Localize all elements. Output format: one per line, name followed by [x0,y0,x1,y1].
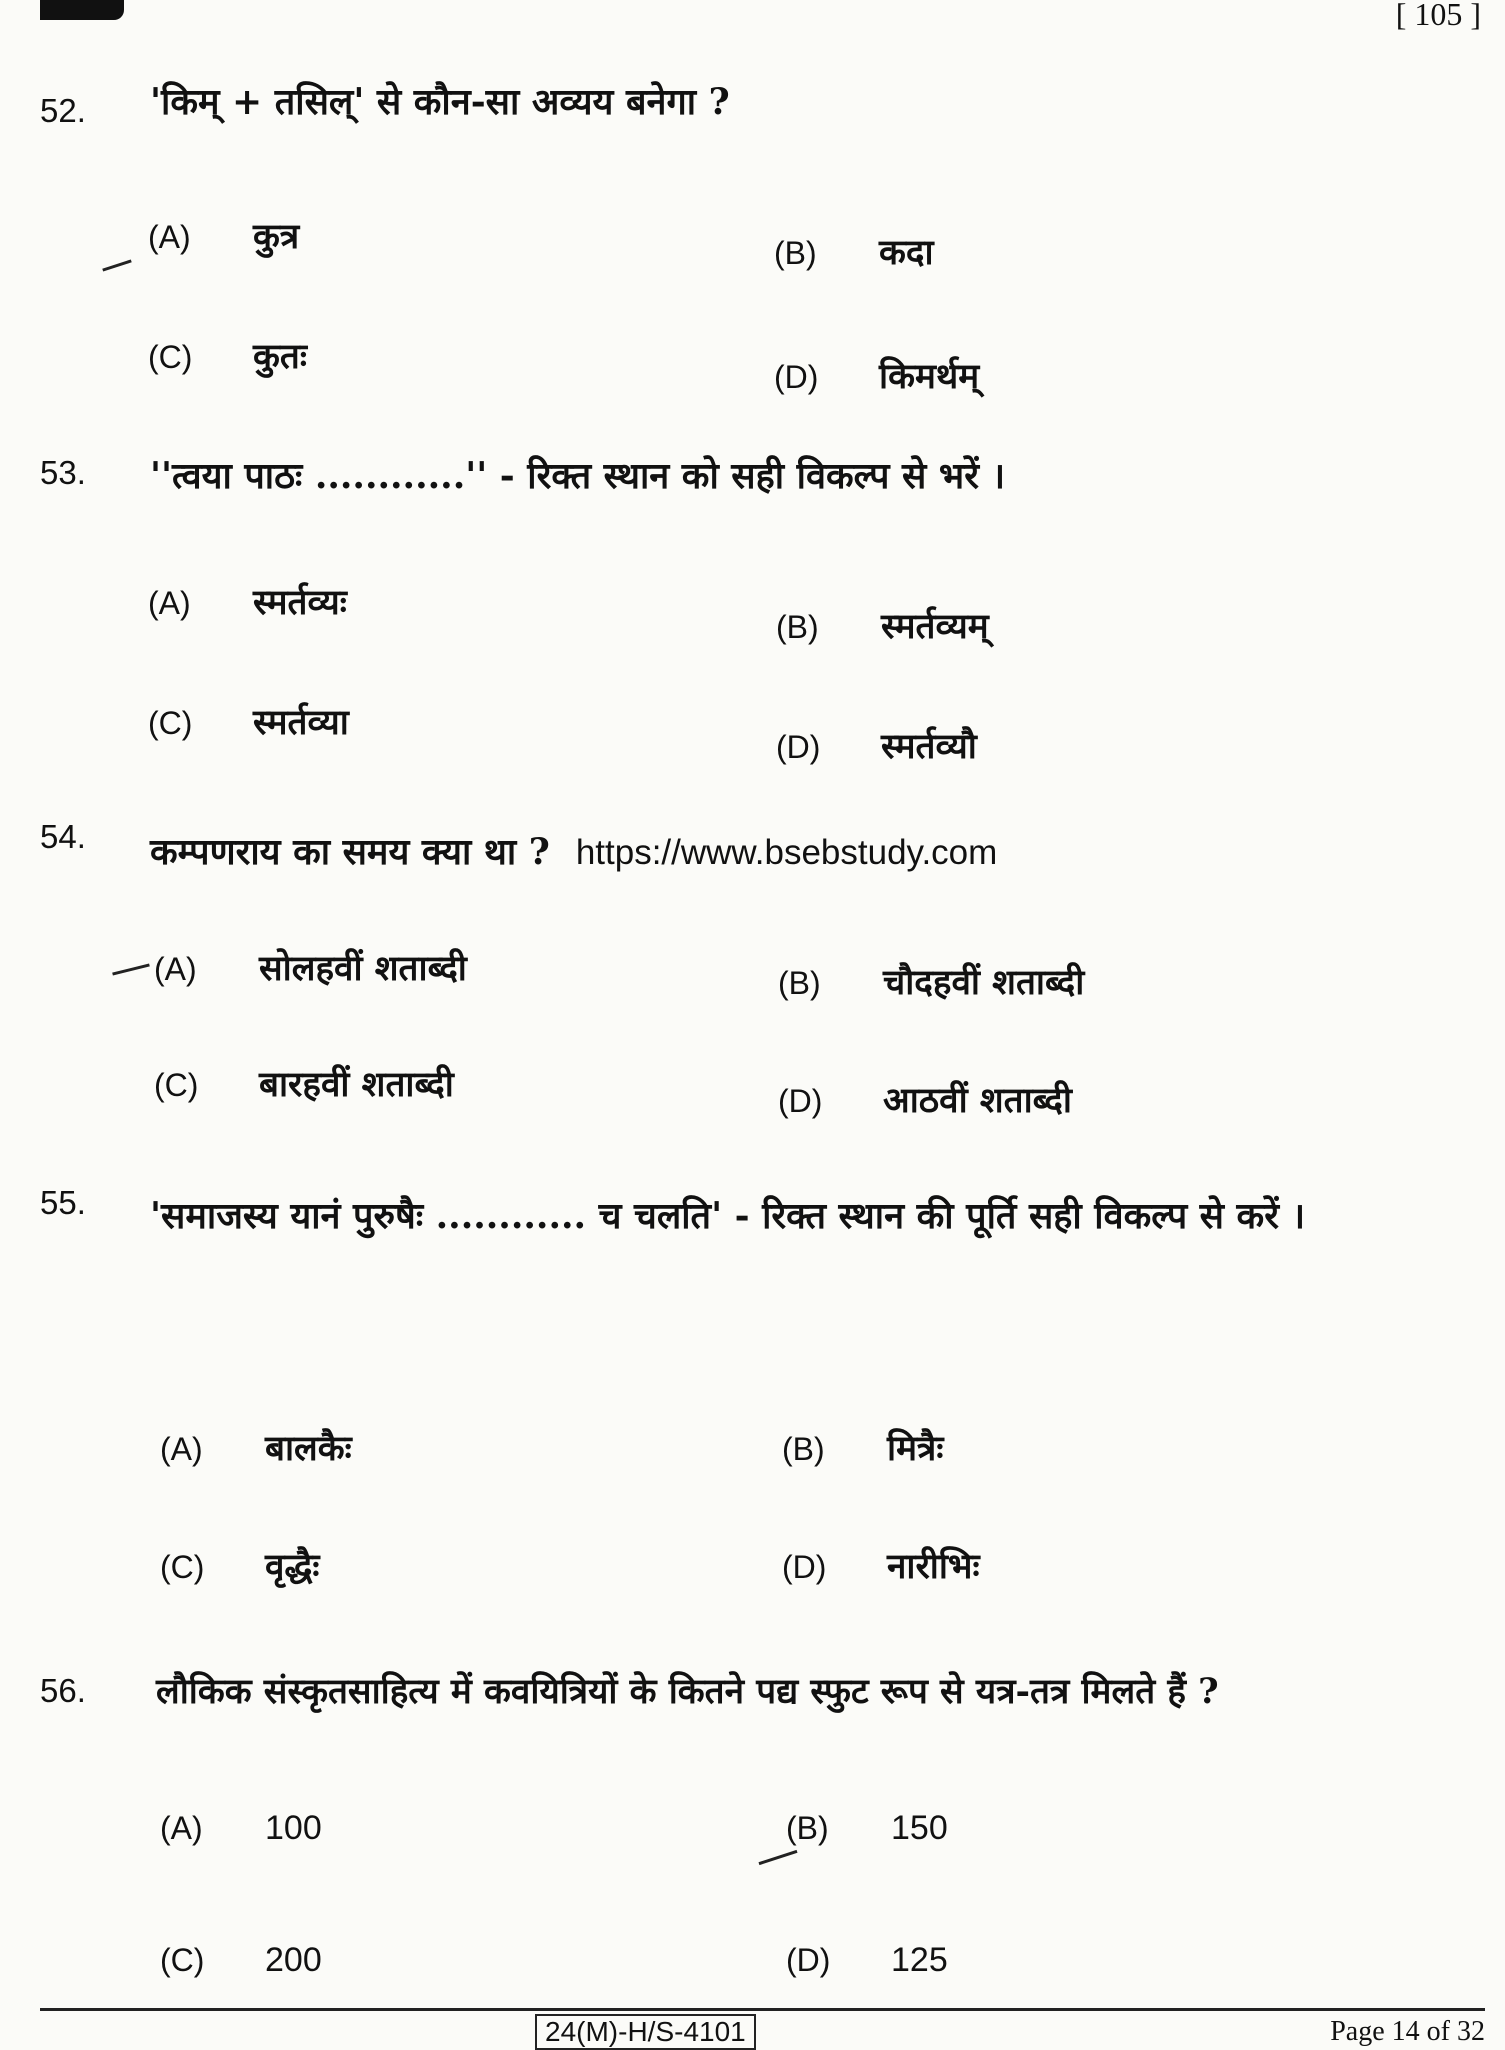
page-number: [ 105 ] [1395,0,1481,32]
option-label: (D) [774,359,819,395]
question-number: 55. [40,1184,86,1221]
source-url[interactable]: https://www.bsebstudy.com [575,833,998,872]
option-a[interactable] [160,1424,352,1471]
option-text: स्मर्तव्या [253,702,349,743]
option-c[interactable] [148,332,307,379]
option-text: 150 [891,1809,948,1847]
option-text: आठवीं शताब्दी [883,1080,1072,1121]
option-d[interactable] [778,1076,1072,1123]
option-text: कदा [879,232,934,273]
option-text: चौदहवीं शताब्दी [883,962,1085,1003]
option-label: (A) [160,1810,203,1846]
option-c[interactable] [160,1940,322,1980]
option-label: (B) [786,1810,829,1846]
option-label: (C) [154,1067,199,1103]
option-label: (A) [148,219,191,255]
option-b[interactable] [776,602,989,649]
option-c[interactable] [148,698,349,745]
question-number: 56. [40,1672,86,1709]
option-text: 125 [891,1941,948,1979]
option-label: (C) [148,705,193,741]
option-label: (B) [778,965,821,1001]
pen-mark [112,963,150,975]
question-text: कम्पणराय का समय क्या था ? [150,831,550,873]
option-text: नारीभिः [887,1546,980,1587]
question-text: ''त्वया पाठः ............'' - रिक्त स्थान को सही विकल्प से भरें । [150,455,1006,497]
option-label: (D) [776,729,821,765]
question-number: 52. [40,92,86,129]
option-d[interactable] [776,722,977,769]
option-label: (A) [160,1431,203,1467]
option-text: स्मर्तव्यौ [881,726,977,767]
pen-mark [102,259,131,271]
option-text: सोलहवीं शताब्दी [259,948,467,989]
option-text: वृद्धैः [265,1546,320,1587]
option-text: 100 [265,1809,322,1847]
option-b[interactable] [778,958,1084,1005]
option-label: (C) [148,339,193,375]
question-text: लौकिक संस्कृतसाहित्य में कवयित्रियों के कितने पद्य स्फुट रूप से यत्र-तत्र मिलते हैं ? [156,1671,1219,1712]
option-a[interactable] [154,944,467,991]
option-text: बालकैः [265,1428,352,1469]
option-label: (D) [786,1942,831,1978]
option-label: (A) [148,585,191,621]
pen-mark [759,1850,798,1865]
footer-divider [40,2008,1485,2011]
option-label: (B) [774,235,817,271]
question-number: 53. [40,454,86,491]
option-text: कुत्र [253,216,300,257]
question-number: 54. [40,818,86,855]
option-b[interactable] [782,1424,943,1471]
option-a[interactable] [148,578,347,625]
option-text: 200 [265,1941,322,1979]
option-label: (D) [778,1083,823,1119]
option-label: (D) [782,1549,827,1585]
option-a[interactable] [148,212,299,259]
question-text: 'किम् + तसिल्' से कौन-सा अव्यय बनेगा ? [150,81,730,123]
option-a[interactable] [160,1808,322,1848]
option-d[interactable] [774,352,979,399]
option-text: किमर्थम् [879,356,980,397]
option-label: (B) [776,609,819,645]
option-label: (B) [782,1431,825,1467]
option-b[interactable] [786,1808,948,1848]
option-c[interactable] [154,1060,454,1107]
option-label: (C) [160,1942,205,1978]
question-text: 'समाजस्य यानं पुरुषैः ............ च चलति' - रिक्त स्थान की पूर्ति सही विकल्प से करें । [150,1195,1306,1237]
paper-code: 24(M)-H/S-4101 [535,2014,756,2050]
option-c[interactable] [160,1542,320,1589]
option-label: (C) [160,1549,205,1585]
option-text: स्मर्तव्यम् [881,606,989,647]
option-text: मित्रैः [887,1428,944,1469]
option-d[interactable] [782,1542,980,1589]
option-text: कुतः [253,336,307,377]
option-text: बारहवीं शताब्दी [259,1064,454,1105]
page-indicator: Page 14 of 32 [1330,2016,1485,2047]
option-text: स्मर्तव्यः [253,582,347,623]
option-label: (A) [154,951,197,987]
corner-mark [40,0,124,20]
option-d[interactable] [786,1940,948,1980]
option-b[interactable] [774,228,934,275]
question-text-row [150,826,1475,879]
